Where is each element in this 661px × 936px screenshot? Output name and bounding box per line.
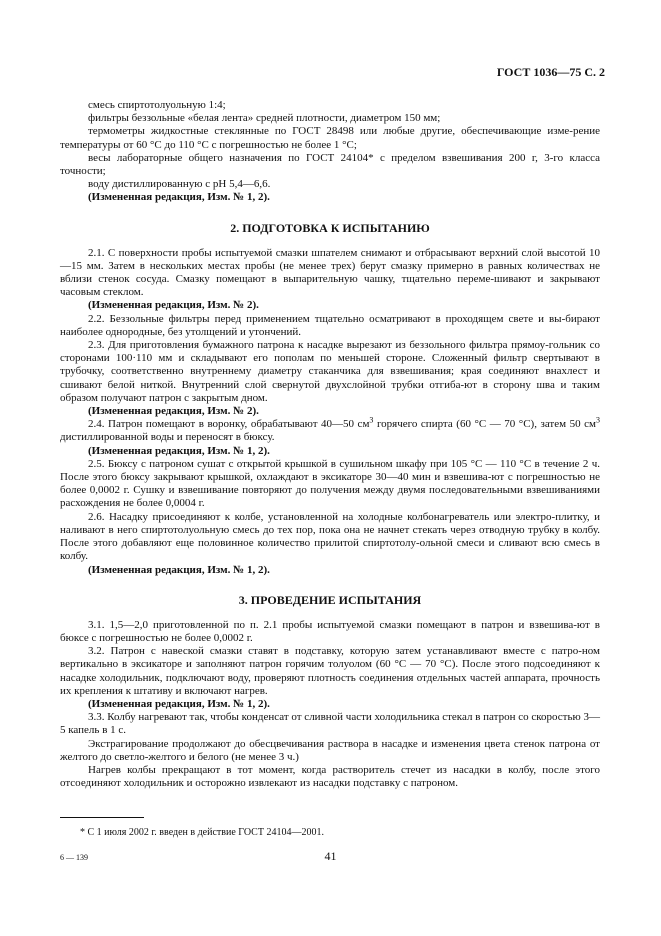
paragraph: 2.3. Для приготовления бумажного патрона к насадке вырезают из беззольного фильтра прямоу-гольник со сторонами 100·110 мм и складывают его пополам по меньшей стороне. Сложенный фильтр свертывают в трубочку, соответственно внутреннему диаметру стаканчика для взвешивания; края соединяют внахлест и сшивают белой ниткой. Внутренний слой свернутой двухслойной трубки отгиба-ют в сторону шва и таким образом получают патрон с закрытым дном. — [60, 339, 600, 404]
page-body — [60, 99, 600, 790]
paragraph: 2.6. Насадку присоединяют к колбе, установленной на холодные колбонагреватель или электро-плитку, и наливают в него спиртотолуольную смесь до тех пор, пока она не начнет стекать через отводную трубку в колбу. После этого добавляют еще половинное количество прилитой спиртотолу-ольной смеси и сливают всю смесь в колбу. — [60, 510, 600, 563]
paragraph-text: горячего спирта (60 °С — 70 °С), затем 50 см — [373, 418, 596, 431]
running-header: ГОСТ 1036—75 С. 2 — [496, 65, 605, 79]
section-heading: 3. ПРОВЕДЕНИЕ ИСПЫТАНИЯ — [238, 592, 422, 607]
section-heading: 2. ПОДГОТОВКА К ИСПЫТАНИЮ — [230, 220, 430, 235]
revision-note: (Измененная редакция, Изм. № 2). — [88, 299, 259, 312]
paragraph: 3.1. 1,5—2,0 приготовленной по п. 2.1 пробы испытуемой смазки помещают в патрон и взвешива-ют в бюксе с погрешностью не более 0,0002 г. — [60, 618, 600, 644]
revision-note: (Измененная редакция, Изм. № 2). — [88, 405, 259, 418]
paragraph: Нагрев колбы прекращают в тот момент, когда растворитель стечет из насадки в колбу, после этого отсоединяют холодильник и осторожно извлекают из насадки подставку с патроном. — [60, 763, 600, 790]
superscript: 3 — [596, 415, 600, 425]
footnote-rule — [60, 817, 144, 818]
paragraph — [60, 415, 600, 444]
paragraph: 2.1. С поверхности пробы испытуемой смазки шпателем снимают и отбрасывают верхний слой высотой 10—15 мм. Затем в нескольких местах пробы (не менее трех) берут смазку примерно в равных количествах не вблизи стенок сосуда. Смазку помещают в выпарительную чашку, тщательно переме-шивают и закрывают часовым стеклом. — [60, 246, 600, 299]
paragraph: Экстрагирование продолжают до обесцвечивания раствора в насадке и изменения цвета стенок патрона от желтого до светло-желтого и белого (не менее 3 ч.) — [60, 737, 600, 763]
list-item: смесь спиртотолуольную 1:4; — [88, 99, 226, 111]
revision-note: (Измененная редакция, Изм. № 1, 2). — [88, 444, 270, 457]
paragraph: 2.2. Беззольные фильтры перед применением тщательно осматривают в проходящем свете и вы-бирают наиболее однородные, без утолщений и утончений. — [60, 312, 600, 338]
paragraph: 2.5. Бюксу с патроном сушат с открытой крышкой в сушильном шкафу при 105 °С — 110 °С в течение 2 ч. После этого бюксу закрывают крышкой, охлаждают в эксикаторе 30—40 мин и взвешива-ют с погрешностью не более 0,0002 г. Сушку и взвешивание повторяют до получения между двумя последовательными взвешиваниями расхождения не более 0,0004 г. — [60, 457, 600, 510]
list-item: термометры жидкостные стеклянные по ГОСТ 28498 или любые другие, обеспечивающие изме-рение температуры от 60 °С до 110 °С с погрешностью не более 1 °С; — [60, 125, 600, 151]
revision-note: (Измененная редакция, Изм. № 1, 2). — [88, 697, 270, 710]
paragraph-text: 2.4. Патрон помещают в воронку, обрабатывают 40—50 см — [88, 418, 370, 431]
list-item: фильтры беззольные «белая лента» средней плотности, диаметром 150 мм; — [88, 112, 441, 125]
paragraph: 3.3. Колбу нагревают так, чтобы конденсат от сливной части холодильника стекал в патрон со скоростью 3—5 капель в 1 с. — [60, 711, 600, 737]
revision-note: (Измененная редакция, Изм. № 1, 2). — [88, 191, 270, 204]
print-code: 6 — 139 — [60, 853, 88, 862]
page-number: 41 — [324, 849, 337, 863]
superscript: 3 — [369, 415, 374, 425]
revision-note: (Измененная редакция, Изм. № 1, 2). — [88, 563, 270, 576]
list-item: воду дистиллированную с рН 5,4—6,6. — [88, 178, 271, 191]
list-item: весы лабораторные общего назначения по ГОСТ 24104* с пределом взвешивания 200 г, 3-го класса точности; — [60, 151, 600, 178]
paragraph: 3.2. Патрон с навеской смазки ставят в подставку, которую затем устанавливают вместе с патро-ном вертикально в эксикаторе и заполняют патрон горячим толуолом (60 °С — 70 °С). После этого подсоединяют к насадке холодильник, подключают воду, проверяют плотность соединения отдельных частей аппарата, прочность их крепления к штативу и включают нагрев. — [60, 645, 600, 697]
footnote: * С 1 июля 2002 г. введен в действие ГОСТ 24104—2001. — [80, 827, 324, 838]
paragraph-text: дистиллированной воды и переносят в бюксу. — [60, 431, 275, 444]
